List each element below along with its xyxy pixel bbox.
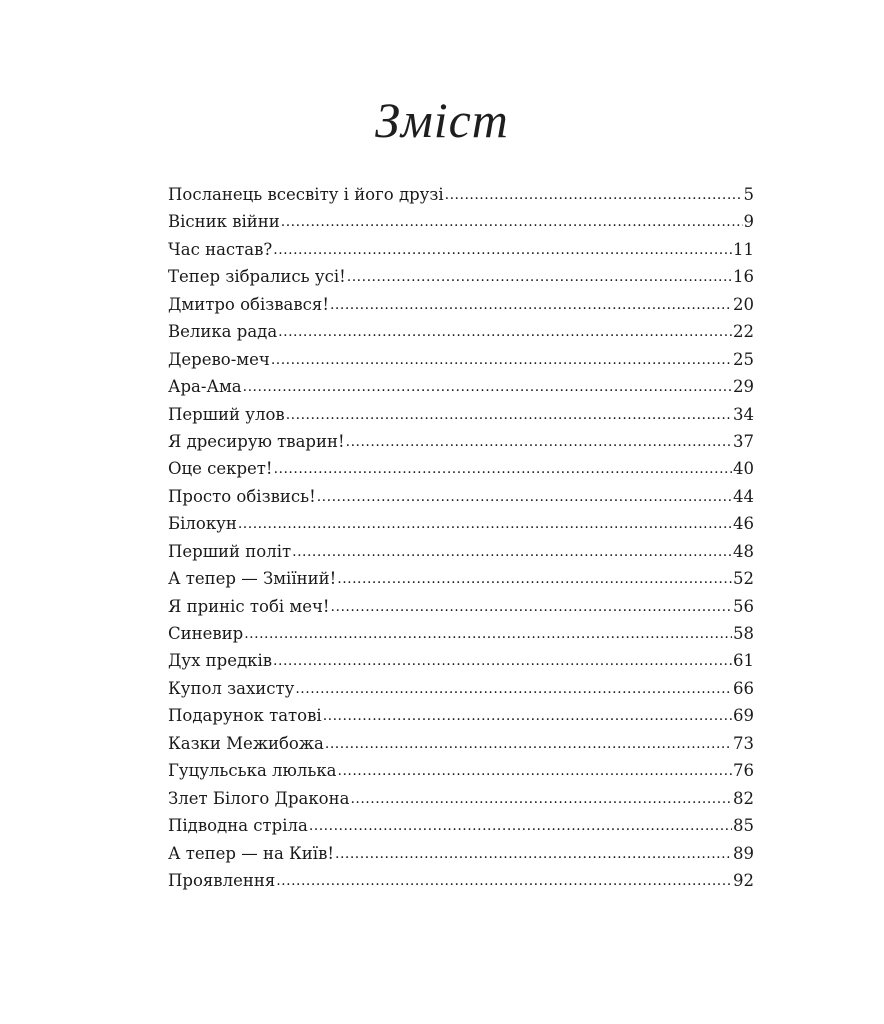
toc-dot-leader: [278, 317, 732, 346]
toc-dot-leader: [273, 646, 732, 675]
toc-entry-title: А тепер — Зміїний!: [168, 569, 337, 589]
toc-dot-leader: [350, 784, 732, 813]
toc-entry-page-number: 46: [733, 514, 754, 534]
toc-entry-page-number: 61: [733, 651, 754, 671]
toc-entry-page-number: 9: [743, 212, 754, 232]
toc-dot-leader: [274, 454, 732, 483]
toc-entry-page-number: 25: [733, 349, 754, 369]
toc-entry-page-number: 85: [733, 816, 754, 836]
toc-entry-title: Дух предків: [168, 651, 273, 671]
toc-entry-title: Оце секрет!: [168, 459, 273, 479]
toc-entry-page-number: 82: [733, 788, 754, 808]
toc-entry[interactable]: [168, 702, 754, 729]
toc-dot-leader: [309, 811, 732, 840]
toc-entry-page-number: 66: [733, 678, 754, 698]
toc-entry-page-number: 11: [733, 239, 754, 259]
toc-dot-leader: [244, 619, 732, 648]
toc-dot-leader: [445, 180, 743, 209]
toc-entry-page-number: 92: [733, 870, 754, 890]
toc-entry[interactable]: [168, 428, 754, 455]
toc-entry-title: Казки Межибожа: [168, 733, 324, 753]
toc-dot-leader: [330, 290, 732, 319]
toc-entry-title: Перший політ: [168, 541, 292, 561]
toc-dot-leader: [295, 674, 732, 703]
toc-entry-page-number: 48: [733, 541, 754, 561]
toc-dot-leader: [243, 372, 732, 401]
toc-entry[interactable]: [168, 483, 754, 510]
toc-entry[interactable]: [168, 675, 754, 702]
toc-entry[interactable]: [168, 565, 754, 592]
toc-entry[interactable]: [168, 346, 754, 373]
toc-entry-page-number: 37: [733, 431, 754, 451]
toc-entry[interactable]: [168, 455, 754, 482]
toc-dot-leader: [292, 537, 732, 566]
toc-entry-title: Посланець всесвіту і його друзі: [168, 185, 444, 204]
toc-entry-title: А тепер — на Київ!: [168, 843, 334, 863]
toc-dot-leader: [317, 482, 732, 511]
toc-entry[interactable]: [168, 593, 754, 620]
toc-entry-page-number: 76: [733, 761, 754, 781]
toc-entry-title: Гуцульська люлька: [168, 761, 337, 781]
toc-entry-title: Ара-Ама: [168, 377, 242, 397]
toc-entry-page-number: 56: [733, 596, 754, 616]
toc-entry[interactable]: [168, 812, 754, 839]
toc-entry[interactable]: [168, 757, 754, 784]
toc-entry-page-number: 69: [733, 706, 754, 726]
toc-entry-page-number: 20: [733, 294, 754, 314]
toc-entry[interactable]: [168, 620, 754, 647]
toc-entry-page-number: 16: [733, 267, 754, 287]
toc-entry-page-number: 89: [733, 843, 754, 863]
toc-entry[interactable]: [168, 318, 754, 345]
toc-dot-leader: [323, 701, 732, 730]
toc-entry-page-number: 5: [743, 185, 754, 204]
toc-dot-leader: [331, 592, 732, 621]
toc-entry-title: Просто обізвись!: [168, 486, 316, 506]
toc-entry-page-number: 40: [733, 459, 754, 479]
toc-entry[interactable]: [168, 510, 754, 537]
toc-entry-title: Я приніс тобі меч!: [168, 596, 330, 616]
toc-dot-leader: [281, 207, 743, 236]
toc-entry-title: Білокун: [168, 514, 237, 534]
toc-dot-leader: [337, 564, 732, 593]
toc-entry-title: Велика рада: [168, 322, 278, 342]
toc-entry[interactable]: [168, 730, 754, 757]
toc-dot-leader: [276, 866, 732, 895]
toc-entry[interactable]: [168, 401, 754, 428]
toc-dot-leader: [325, 729, 732, 758]
toc-entry-title: Перший улов: [168, 404, 285, 424]
toc-dot-leader: [346, 427, 732, 456]
toc-dot-leader: [335, 839, 732, 868]
toc-entry-title: Синевир: [168, 624, 244, 643]
toc-dot-leader: [271, 345, 732, 374]
toc-entry[interactable]: [168, 181, 754, 208]
toc-entry-page-number: 44: [733, 486, 754, 506]
toc-entry-title: Дерево-меч: [168, 349, 270, 369]
toc-entry[interactable]: [168, 373, 754, 400]
toc-entry[interactable]: [168, 236, 754, 263]
toc-dot-leader: [338, 756, 733, 785]
toc-entry-title: Підводна стріла: [168, 816, 308, 836]
toc-entry[interactable]: [168, 867, 754, 894]
toc-entry-title: Вісник війни: [168, 212, 280, 232]
toc-dot-leader: [273, 235, 732, 264]
toc-entry[interactable]: [168, 208, 754, 235]
table-of-contents: [168, 181, 754, 894]
toc-entry-title: Тепер зібрались усі!: [168, 267, 346, 287]
toc-entry[interactable]: [168, 538, 754, 565]
toc-entry-page-number: 34: [733, 404, 754, 424]
toc-entry-title: Проявлення: [168, 870, 276, 890]
toc-entry[interactable]: [168, 785, 754, 812]
toc-entry-page-number: 52: [733, 569, 754, 589]
page-title: Зміст: [375, 92, 509, 148]
toc-dot-leader: [286, 400, 732, 429]
toc-entry-page-number: 29: [733, 377, 754, 397]
toc-entry-title: Я дресирую тварин!: [168, 431, 345, 451]
toc-entry-title: Подарунок татові: [168, 706, 322, 726]
toc-entry-title: Злет Білого Дракона: [168, 788, 350, 808]
toc-entry[interactable]: [168, 291, 754, 318]
toc-entry[interactable]: [168, 263, 754, 290]
toc-entry-page-number: 58: [733, 624, 754, 643]
toc-dot-leader: [238, 509, 732, 538]
toc-dot-leader: [347, 262, 732, 291]
toc-entry[interactable]: [168, 647, 754, 674]
toc-entry-title: Час настав?: [168, 239, 273, 259]
toc-entry-page-number: 22: [733, 322, 754, 342]
toc-entry-page-number: 73: [733, 733, 754, 753]
toc-entry-title: Дмитро обізвався!: [168, 294, 329, 314]
toc-entry-title: Купол захисту: [168, 678, 295, 698]
toc-entry[interactable]: [168, 840, 754, 867]
